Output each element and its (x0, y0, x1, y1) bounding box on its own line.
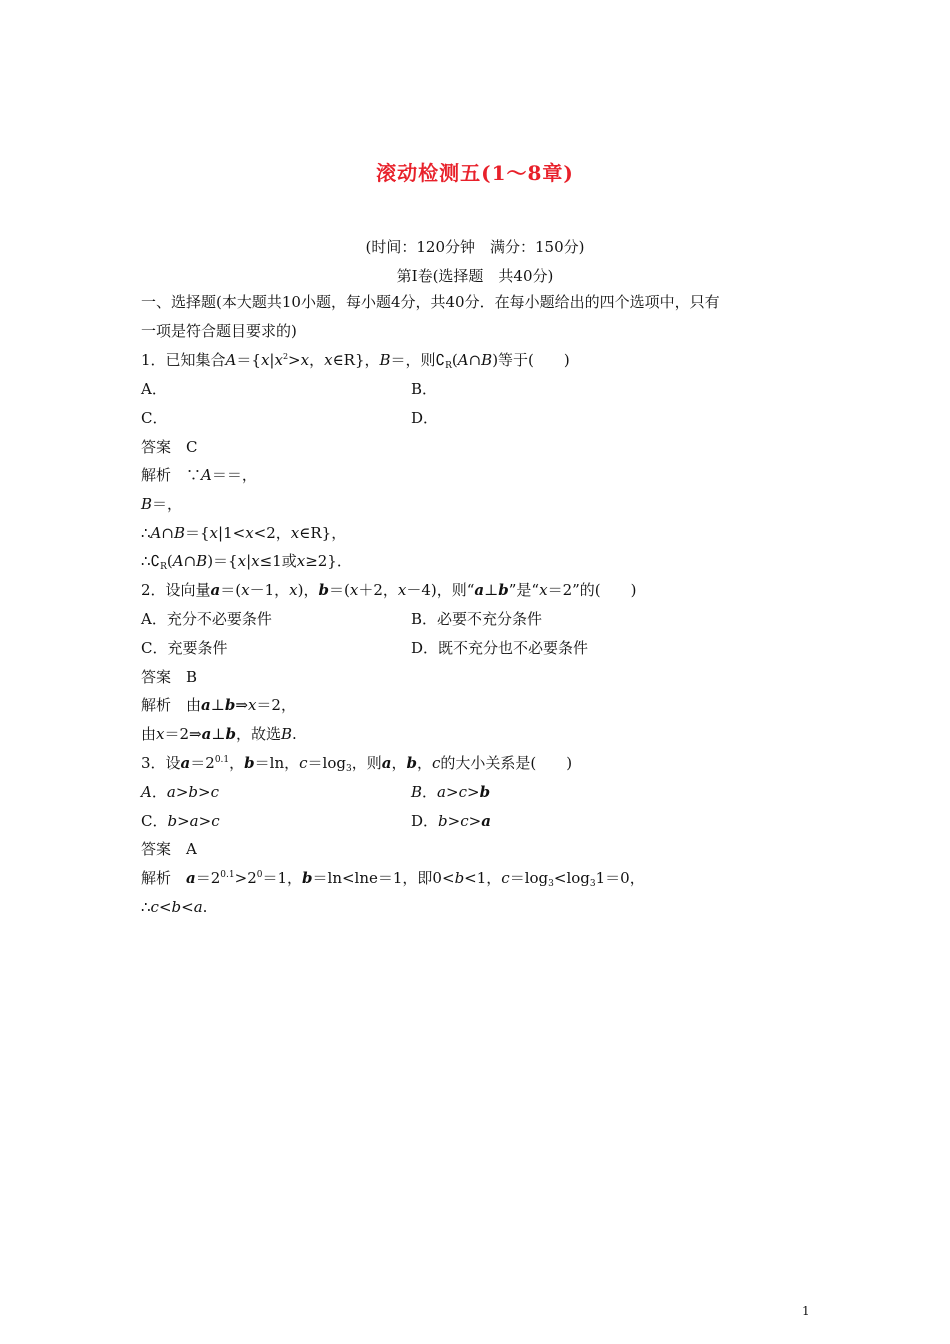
q3-option-d: D．b>c>a (411, 812, 491, 830)
q3-option-a: A．a>b>c (141, 783, 219, 801)
q1-option-d: D． (411, 409, 439, 427)
q2-stem: 2．设向量a＝(x－1，x)，b＝(x＋2，x－4)，则“a⊥b”是“x＝2”的( ) (141, 581, 637, 599)
q2-answer: 答案 B (141, 668, 198, 686)
q1-analysis-4: $\therefore∁_R(A\cap B)=\{x|x\le 1$或x≥2}． (141, 552, 352, 572)
instructions-line-1: 一、选择题(本大题共10小题，每小题4分，共40分．在每小题给出的四个选项中，只有 (141, 293, 720, 311)
q1-analysis-1: 解析 ∵A＝＝， (141, 466, 257, 484)
q3-option-c: C．b>a>c (141, 812, 220, 830)
q1-stem: 1．已知集合$A=\{x|x^2>x$，x∈R}，B＝，则$∁_R(A\cap B)$等于( ) (141, 351, 570, 371)
q3-analysis-1: 解析 $a=2^{0.1}>2^0=1$，b＝ln<lne＝1，即0<b<1，$c=\log_3<\log_31=0$， (141, 869, 645, 889)
page-title: 滚动检测五(1～8章) (376, 161, 574, 185)
q1-option-c: C． (141, 409, 168, 427)
q2-option-c: C．充要条件 (141, 639, 228, 657)
q2-analysis-1: 解析 由a⊥b⇒x＝2， (141, 696, 296, 714)
q1-analysis-2: B＝， (141, 495, 183, 513)
q1-option-b: B． (411, 380, 438, 398)
q3-answer: 答案 A (141, 840, 197, 858)
q2-option-b: B．必要不充分条件 (411, 610, 543, 628)
q1-option-a: A． (141, 380, 167, 398)
q2-analysis-2: 由x＝2⇒a⊥b，故选B. (141, 725, 297, 743)
q2-option-a: A．充分不必要条件 (141, 610, 272, 628)
instructions-line-2: 一项是符合题目要求的) (141, 322, 297, 340)
page-number: 1 (802, 1304, 810, 1318)
q3-option-b: B．a>c>b (411, 783, 491, 801)
q1-analysis-3: ∴A∩B＝{x|1<x<2，x∈R}， (141, 524, 347, 542)
section-heading: 第Ⅰ卷(选择题 共40分) (396, 267, 554, 285)
q3-analysis-2: ∴c<b<a. (141, 898, 208, 916)
q2-option-d: D．既不充分也不必要条件 (411, 639, 589, 657)
q1-answer: 答案 C (141, 438, 198, 456)
exam-meta: (时间：120分钟 满分：150分) (365, 238, 585, 256)
q3-stem: 3．设$a=2^{0.1}$，b＝ln，$c=\log_3$，则a，b，c的大小关系是( ) (141, 754, 573, 774)
